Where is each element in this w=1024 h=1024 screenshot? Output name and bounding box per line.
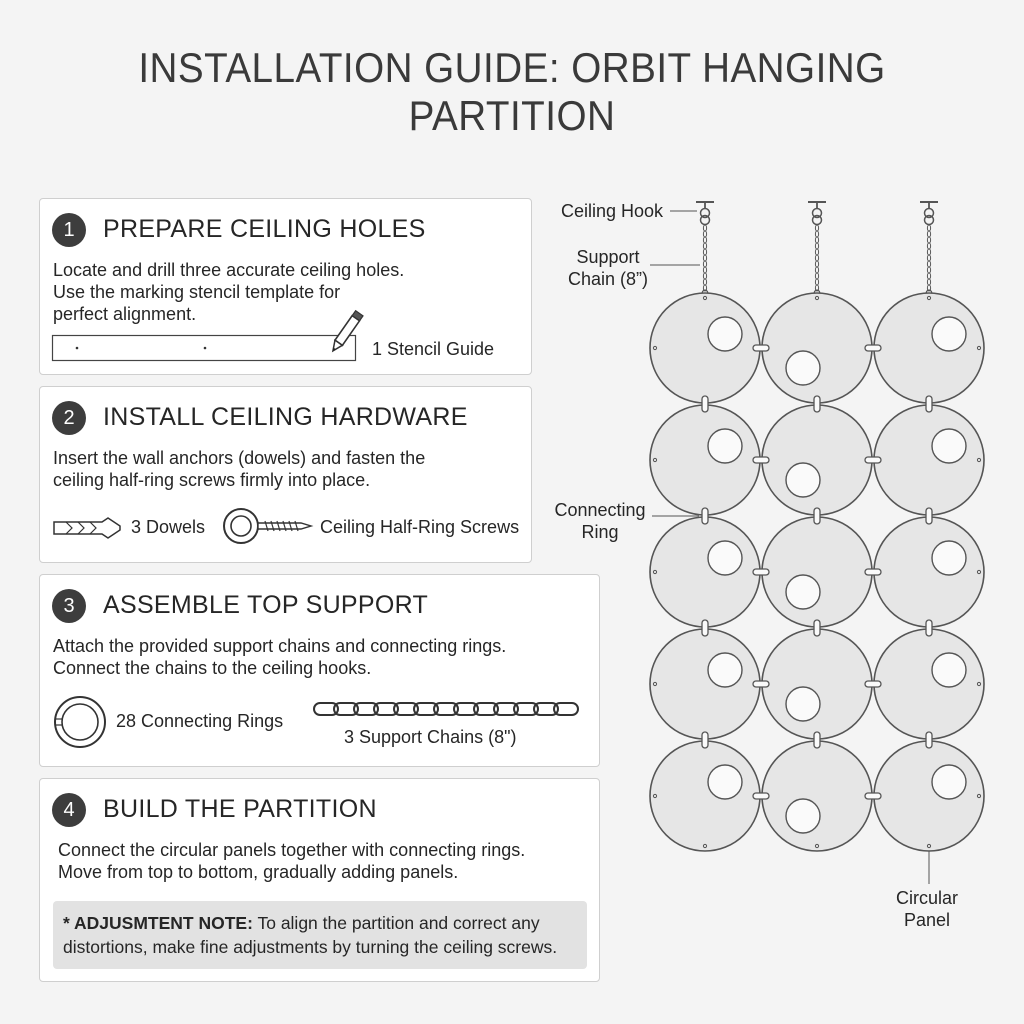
connecting-ring xyxy=(702,508,708,524)
circular-panel xyxy=(762,293,872,403)
circular-panel xyxy=(874,517,984,627)
step-1-line-3: perfect alignment. xyxy=(53,304,197,324)
page-title: INSTALLATION GUIDE: ORBIT HANGING PARTITION xyxy=(138,44,886,139)
support-chain-link xyxy=(927,273,930,279)
connecting-ring xyxy=(865,457,881,463)
support-chain-link xyxy=(927,225,930,231)
dowels-label: 3 Dowels xyxy=(131,517,206,537)
connecting-ring-label-line-1: Connecting xyxy=(554,500,646,520)
support-chain-link xyxy=(927,237,930,243)
panel-cutout xyxy=(708,765,742,799)
panel-cutout xyxy=(932,429,966,463)
support-chain-link xyxy=(815,273,818,279)
circular-panel xyxy=(650,741,760,851)
support-chain-1 xyxy=(702,225,708,298)
panel-disc xyxy=(762,293,872,403)
connecting-ring xyxy=(702,620,708,636)
panel-cutout xyxy=(932,317,966,351)
support-chain-link xyxy=(927,255,930,261)
connecting-ring xyxy=(865,793,881,799)
support-chain-link xyxy=(703,273,706,279)
circular-panel xyxy=(650,517,760,627)
support-chain-link xyxy=(927,267,930,273)
step-3-heading: ASSEMBLE TOP SUPPORT xyxy=(103,591,429,619)
stencil-guide-label: 1 Stencil Guide xyxy=(372,339,495,359)
support-chain-label xyxy=(563,246,653,290)
panel-disc xyxy=(874,629,984,739)
panel-cutout xyxy=(786,351,820,385)
support-chain-link xyxy=(703,237,706,243)
panel-cutout xyxy=(786,463,820,497)
panel-cutout xyxy=(708,653,742,687)
circular-panel xyxy=(762,405,872,515)
support-chain-link xyxy=(815,249,818,255)
step-2-line-1: Insert the wall anchors (dowels) and fasten the xyxy=(53,448,426,468)
panel-cutout xyxy=(932,653,966,687)
circular-panel-label-line-2: Panel xyxy=(903,910,951,930)
support-chain-link xyxy=(703,279,706,285)
connecting-ring xyxy=(814,732,820,748)
support-chain-2 xyxy=(814,225,820,298)
connecting-ring xyxy=(753,345,769,351)
circular-panel xyxy=(874,741,984,851)
support-chain-link xyxy=(815,279,818,285)
support-chain-link xyxy=(703,249,706,255)
circular-panel-label-line-1: Circular xyxy=(895,888,958,908)
support-chain-link xyxy=(815,225,818,231)
circular-panel xyxy=(874,293,984,403)
panel-cutout xyxy=(786,687,820,721)
circular-panel xyxy=(874,629,984,739)
connecting-ring xyxy=(926,620,932,636)
support-chain-link xyxy=(927,279,930,285)
panel-disc xyxy=(650,517,760,627)
step-2-line-2: ceiling half-ring screws firmly into place. xyxy=(53,470,371,490)
adjustment-note-text: To align the partition and correct any distortions, make fine adjustments by turning the ceiling screws. xyxy=(63,913,558,957)
panel-disc xyxy=(650,405,760,515)
connecting-ring xyxy=(753,457,769,463)
support-chain-label-line-1: Support xyxy=(576,247,640,267)
support-chain-link xyxy=(927,249,930,255)
circular-panel xyxy=(650,629,760,739)
connecting-ring xyxy=(753,681,769,687)
connecting-ring-label-line-2: Ring xyxy=(581,522,619,542)
connecting-ring xyxy=(865,681,881,687)
panel-disc xyxy=(874,293,984,403)
panel-disc xyxy=(650,629,760,739)
step-4-line-2: Move from top to bottom, gradually adding panels. xyxy=(58,862,459,882)
step-1-number: 1 xyxy=(52,213,86,247)
support-chain-label-line-2: Chain (8”) xyxy=(567,269,649,289)
support-chain-link xyxy=(815,267,818,273)
connecting-ring xyxy=(865,569,881,575)
connecting-ring xyxy=(926,732,932,748)
panel-disc xyxy=(762,405,872,515)
step-1-line-2: Use the marking stencil template for xyxy=(53,282,341,302)
circular-panel xyxy=(874,405,984,515)
connecting-ring xyxy=(753,793,769,799)
panel-disc xyxy=(874,741,984,851)
connecting-ring xyxy=(926,396,932,412)
support-chain-link xyxy=(703,267,706,273)
connecting-ring-label xyxy=(550,499,650,543)
support-chain-link xyxy=(703,225,706,231)
support-chain-link xyxy=(815,255,818,261)
step-4-line-1: Connect the circular panels together with connecting rings. xyxy=(58,840,526,860)
support-chain-link xyxy=(815,243,818,249)
support-chain-3 xyxy=(926,225,932,298)
connecting-ring xyxy=(814,396,820,412)
connecting-ring xyxy=(702,732,708,748)
panel-disc xyxy=(762,741,872,851)
connecting-ring xyxy=(814,508,820,524)
support-chain-link xyxy=(815,237,818,243)
panel-disc xyxy=(650,741,760,851)
connecting-ring xyxy=(814,620,820,636)
panel-cutout xyxy=(708,429,742,463)
support-chains-label: 3 Support Chains (8") xyxy=(344,727,517,747)
step-4-heading: BUILD THE PARTITION xyxy=(103,795,377,823)
support-chain-link xyxy=(815,231,818,237)
connecting-ring xyxy=(865,345,881,351)
panel-cutout xyxy=(786,799,820,833)
panel-cutout xyxy=(786,575,820,609)
step-4-number: 4 xyxy=(52,793,86,827)
support-chain-link xyxy=(927,261,930,267)
panel-cutout xyxy=(932,541,966,575)
connecting-ring xyxy=(702,396,708,412)
panel-cutout xyxy=(708,317,742,351)
circular-panel xyxy=(762,517,872,627)
ceiling-hook-3 xyxy=(920,202,938,225)
circular-panel-label xyxy=(887,887,967,931)
circular-panel xyxy=(762,741,872,851)
panel-disc xyxy=(874,405,984,515)
circular-panel xyxy=(650,293,760,403)
panel-disc xyxy=(874,517,984,627)
step-2-number: 2 xyxy=(52,401,86,435)
support-chain-link xyxy=(703,231,706,237)
step-2-heading: INSTALL CEILING HARDWARE xyxy=(103,403,468,431)
ceiling-hook-label: Ceiling Hook xyxy=(561,201,664,221)
support-chain-link xyxy=(927,231,930,237)
ceiling-hook-2 xyxy=(808,202,826,225)
panel-disc xyxy=(762,517,872,627)
step-3-number: 3 xyxy=(52,589,86,623)
step-3-line-1: Attach the provided support chains and connecting rings. xyxy=(53,636,507,656)
panel-disc xyxy=(762,629,872,739)
support-chain-link xyxy=(703,255,706,261)
support-chain-link xyxy=(815,261,818,267)
adjustment-note-label: * ADJUSMTENT NOTE: xyxy=(63,913,253,933)
panel-cutout xyxy=(708,541,742,575)
circular-panel xyxy=(650,405,760,515)
connecting-rings-label: 28 Connecting Rings xyxy=(116,711,284,731)
circular-panel xyxy=(762,629,872,739)
half-ring-screws-label: Ceiling Half-Ring Screws xyxy=(320,517,520,537)
connecting-ring xyxy=(926,508,932,524)
support-chain-link xyxy=(703,243,706,249)
support-chain-link xyxy=(927,243,930,249)
connecting-ring xyxy=(753,569,769,575)
panel-cutout xyxy=(932,765,966,799)
support-chain-link xyxy=(703,261,706,267)
step-1-heading: PREPARE CEILING HOLES xyxy=(103,215,426,243)
step-3-line-2: Connect the chains to the ceiling hooks. xyxy=(53,658,372,678)
ceiling-hook-1 xyxy=(696,202,714,225)
panel-disc xyxy=(650,293,760,403)
step-1-line-1: Locate and drill three accurate ceiling holes. xyxy=(53,260,405,280)
